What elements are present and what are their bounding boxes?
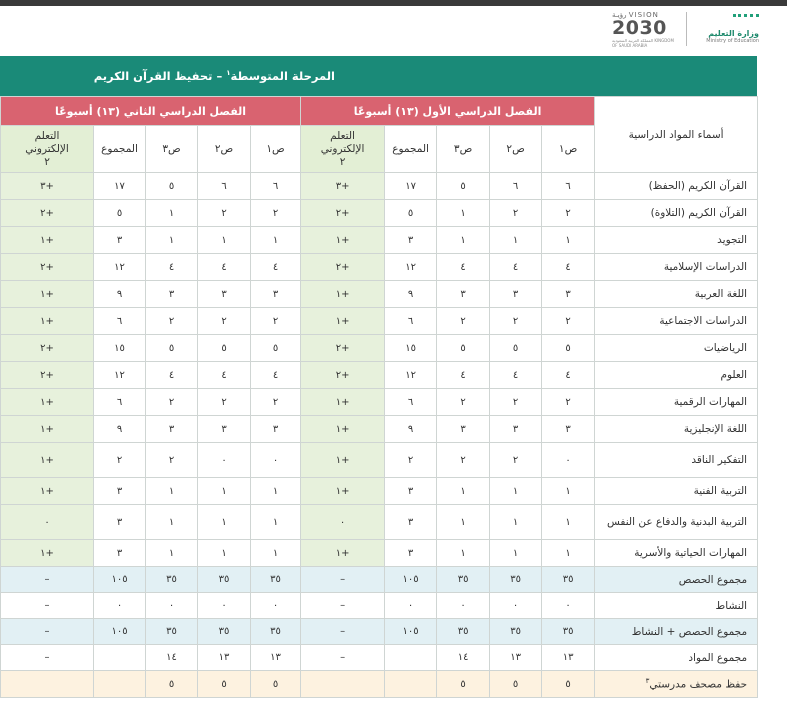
s1-total-cell: ١٢: [385, 254, 437, 281]
s2-grade3-cell: ٣: [146, 281, 198, 308]
vision-top-text: رؤيـة VISION: [612, 10, 659, 19]
s1-grade1-cell: ١: [542, 540, 595, 567]
s1-grade2-cell: ٤: [490, 362, 542, 389]
subject-name: [595, 645, 758, 671]
ministry-subtitle: Ministry of Education: [706, 38, 759, 44]
elearning-label-line1: التعلم: [330, 129, 355, 142]
s1-elearning-cell: ٠: [301, 505, 385, 540]
table-row: [1, 389, 758, 416]
s1-grade1-cell: ٥: [542, 671, 595, 698]
title-stage: المرحلة المتوسطة: [230, 69, 335, 83]
subject-name-text: التربية الفنية: [693, 485, 748, 497]
s1-grade1-cell: ٣٥: [542, 567, 595, 593]
subject-name-text: الدراسات الاجتماعية: [659, 315, 748, 327]
s1-elearning-cell: [301, 671, 385, 698]
table-row: [1, 335, 758, 362]
s2-grade2-cell: ٤: [198, 362, 251, 389]
s2-grade3-cell: ١: [146, 478, 198, 505]
s2-grade3-cell: ١: [146, 227, 198, 254]
s1-grade1-cell: ٢: [542, 389, 595, 416]
table-row: [1, 281, 758, 308]
subject-name: [595, 227, 758, 254]
s1-grade3-cell: ٣٥: [437, 619, 490, 645]
s1-total-cell: ١٧: [385, 173, 437, 200]
s2-total-cell: ١٠٥: [94, 619, 146, 645]
s1-total-cell: [385, 645, 437, 671]
vision-year: 2030: [612, 16, 667, 39]
s2-total-cell: ٣: [94, 540, 146, 567]
s2-grade1-cell: ٢: [251, 200, 301, 227]
elearning-label-line1: التعلم: [34, 129, 60, 142]
s1-grade1-cell: ١: [542, 505, 595, 540]
s1-grade3-header: ص٣: [437, 126, 490, 173]
s1-total-cell: ٥: [385, 200, 437, 227]
s2-total-cell: ٢: [94, 443, 146, 478]
subject-name: [595, 443, 758, 478]
subject-name: [595, 335, 758, 362]
table-row: [1, 671, 758, 698]
s1-grade1-cell: ٣: [542, 281, 595, 308]
subject-name: [595, 540, 758, 567]
subject-name: [595, 362, 758, 389]
s1-grade2-cell: ١: [490, 540, 542, 567]
s1-grade1-cell: ١: [542, 227, 595, 254]
s1-grade3-cell: ٢: [437, 389, 490, 416]
s2-grade1-cell: ٥: [251, 335, 301, 362]
ministry-mark-icon: [733, 14, 759, 29]
s2-grade2-header: ص٢: [198, 126, 251, 173]
subject-name: [595, 173, 758, 200]
table-row: [1, 254, 758, 281]
semester2-header: الفصل الدراسي الثاني (١٣) أسبوعًا: [1, 97, 301, 126]
s2-grade2-cell: ٣: [198, 281, 251, 308]
s1-grade3-cell: ٢: [437, 443, 490, 478]
s1-elearning-cell: +١: [301, 281, 385, 308]
s2-grade1-cell: ١: [251, 478, 301, 505]
s1-elearning-cell: +٢: [301, 335, 385, 362]
s1-grade2-cell: ٢: [490, 200, 542, 227]
s1-total-cell: ٦: [385, 389, 437, 416]
s1-grade1-cell: ٣: [542, 416, 595, 443]
s1-elearning-cell: –: [301, 567, 385, 593]
s2-grade3-cell: ١: [146, 505, 198, 540]
s1-elearning-cell: +١: [301, 308, 385, 335]
s2-elearning-cell: [1, 671, 94, 698]
table-row: [1, 416, 758, 443]
s1-grade3-cell: ١: [437, 478, 490, 505]
vision-2030-logo: [612, 10, 676, 48]
s2-total-header: المجموع: [94, 126, 146, 173]
s2-grade1-cell: ١٣: [251, 645, 301, 671]
s1-grade1-cell: ٣٥: [542, 619, 595, 645]
s1-grade3-cell: ١: [437, 227, 490, 254]
s2-total-cell: ٥: [94, 200, 146, 227]
table-row: [1, 619, 758, 645]
s1-grade1-cell: ٢: [542, 200, 595, 227]
subject-name: [595, 671, 758, 698]
s1-total-cell: ٦: [385, 308, 437, 335]
subject-name: [595, 505, 758, 540]
s2-elearning-cell: ٠: [1, 505, 94, 540]
s2-grade3-cell: ٥: [146, 173, 198, 200]
subject-name: [595, 200, 758, 227]
s1-elearning-header: [301, 126, 385, 173]
s1-grade1-cell: ١٣: [542, 645, 595, 671]
s2-grade2-cell: ٥: [198, 671, 251, 698]
s2-total-cell: ٦: [94, 308, 146, 335]
s2-grade2-cell: ٠: [198, 443, 251, 478]
s1-grade1-cell: ٠: [542, 593, 595, 619]
s2-grade2-cell: ١: [198, 505, 251, 540]
title-banner: [0, 56, 757, 96]
s1-total-header: المجموع: [385, 126, 437, 173]
s1-total-cell: ٩: [385, 416, 437, 443]
s2-grade1-header: ص١: [251, 126, 301, 173]
s2-grade1-cell: ١: [251, 505, 301, 540]
s2-total-cell: ١٢: [94, 362, 146, 389]
s2-total-cell: ٦: [94, 389, 146, 416]
s1-total-cell: ١٥: [385, 335, 437, 362]
s2-grade1-cell: ٤: [251, 254, 301, 281]
elearning-footnote: ٢: [44, 155, 50, 168]
s2-elearning-cell: +٢: [1, 254, 94, 281]
s1-grade2-cell: ٣٥: [490, 567, 542, 593]
subject-name-text: المهارات الرقمية: [673, 396, 748, 408]
s2-grade1-cell: ٥: [251, 671, 301, 698]
table-row: [1, 308, 758, 335]
s2-elearning-cell: –: [1, 645, 94, 671]
s2-elearning-cell: +١: [1, 389, 94, 416]
table-row: [1, 173, 758, 200]
subject-name-text: التجويد: [717, 234, 748, 246]
s1-grade3-cell: ١: [437, 505, 490, 540]
table-row: [1, 227, 758, 254]
s1-grade3-cell: ٥: [437, 335, 490, 362]
elearning-footnote: ٢: [339, 155, 346, 168]
s1-elearning-cell: +٢: [301, 362, 385, 389]
s1-total-cell: ١٠٥: [385, 619, 437, 645]
s1-grade2-cell: ١: [490, 505, 542, 540]
s1-elearning-cell: +١: [301, 389, 385, 416]
subject-name-text: التفكير الناقد: [691, 454, 748, 466]
subject-name-text: الدراسات الإسلامية: [663, 261, 748, 273]
title-program: – تحفيظ القرآن الكريم: [93, 69, 227, 83]
s2-grade1-cell: ٣: [251, 281, 301, 308]
s1-grade3-cell: ٣: [437, 281, 490, 308]
s2-elearning-cell: +١: [1, 308, 94, 335]
subject-name-text: حفظ مصحف مدرستي: [649, 678, 748, 691]
s2-elearning-cell: +٢: [1, 362, 94, 389]
s1-grade2-cell: ٣٥: [490, 619, 542, 645]
ministry-title: وزارة التعليم: [708, 29, 759, 38]
subject-name-text: مجموع الحصص: [678, 573, 748, 586]
s1-grade1-cell: ١: [542, 478, 595, 505]
s1-grade3-cell: ٥: [437, 671, 490, 698]
table-row: [1, 505, 758, 540]
s2-total-cell: ٩: [94, 281, 146, 308]
s2-elearning-cell: +٢: [1, 200, 94, 227]
s2-total-cell: [94, 645, 146, 671]
s2-elearning-cell: +٢: [1, 335, 94, 362]
s2-grade1-cell: ٣٥: [251, 619, 301, 645]
s2-grade3-cell: ٤: [146, 362, 198, 389]
subject-footnote: ٣: [645, 677, 650, 686]
s1-grade3-cell: ٣٥: [437, 567, 490, 593]
s2-elearning-cell: +١: [1, 281, 94, 308]
s2-grade1-cell: ٢: [251, 308, 301, 335]
s2-elearning-cell: +١: [1, 443, 94, 478]
s2-elearning-cell: –: [1, 567, 94, 593]
table-row: [1, 540, 758, 567]
s1-grade3-cell: ١: [437, 200, 490, 227]
s1-total-cell: ٣: [385, 505, 437, 540]
s1-grade1-cell: ٤: [542, 254, 595, 281]
s1-grade3-cell: ٣: [437, 416, 490, 443]
s1-grade2-cell: ٥: [490, 335, 542, 362]
s1-grade3-cell: ٤: [437, 362, 490, 389]
subject-name: [595, 567, 758, 593]
s2-elearning-cell: +٣: [1, 173, 94, 200]
s2-elearning-header: [1, 126, 94, 173]
s2-grade2-cell: ٣٥: [198, 567, 251, 593]
s2-elearning-cell: +١: [1, 540, 94, 567]
s1-grade2-cell: ٢: [490, 389, 542, 416]
s2-grade2-cell: ٥: [198, 335, 251, 362]
s1-grade2-cell: ٢: [490, 443, 542, 478]
table-body: [1, 173, 758, 698]
s1-grade1-cell: ٢: [542, 308, 595, 335]
table-row: [1, 645, 758, 671]
s1-grade2-cell: ١: [490, 227, 542, 254]
table-row: [1, 443, 758, 478]
s1-total-cell: ٣: [385, 478, 437, 505]
subject-name-text: القرآن الكريم (التلاوة): [650, 207, 748, 219]
s2-grade2-cell: ١: [198, 478, 251, 505]
s2-elearning-cell: –: [1, 619, 94, 645]
s1-grade2-cell: ١٣: [490, 645, 542, 671]
s2-grade2-cell: ٢: [198, 389, 251, 416]
s1-elearning-cell: +١: [301, 540, 385, 567]
subject-name-text: النشاط: [715, 599, 748, 612]
s1-grade3-cell: ١: [437, 540, 490, 567]
s1-grade1-cell: ٠: [542, 443, 595, 478]
s2-grade2-cell: ١: [198, 540, 251, 567]
s1-elearning-cell: +١: [301, 416, 385, 443]
elearning-label-line2: الإلكتروني: [320, 142, 365, 155]
s1-grade1-cell: ٦: [542, 173, 595, 200]
s2-elearning-cell: –: [1, 593, 94, 619]
s2-grade2-cell: ٢: [198, 200, 251, 227]
s1-total-cell: ١٠٥: [385, 567, 437, 593]
s2-grade2-cell: ٦: [198, 173, 251, 200]
s2-grade2-cell: ٤: [198, 254, 251, 281]
s1-grade2-cell: ٣: [490, 281, 542, 308]
s1-elearning-cell: +٣: [301, 173, 385, 200]
s1-grade2-cell: ٠: [490, 593, 542, 619]
s1-grade3-cell: ٤: [437, 254, 490, 281]
s2-total-cell: ١٧: [94, 173, 146, 200]
s1-grade2-cell: ١: [490, 478, 542, 505]
s2-elearning-cell: +١: [1, 478, 94, 505]
subject-name: [595, 619, 758, 645]
s2-grade2-cell: ٣: [198, 416, 251, 443]
s1-elearning-cell: +١: [301, 443, 385, 478]
s2-grade1-cell: ٢: [251, 389, 301, 416]
s2-grade3-cell: ١: [146, 200, 198, 227]
subject-name-text: المهارات الحياتية والأسرية: [634, 547, 748, 559]
s1-grade2-cell: ٦: [490, 173, 542, 200]
s2-grade2-cell: ١٣: [198, 645, 251, 671]
s1-elearning-cell: –: [301, 645, 385, 671]
s2-grade1-cell: ١: [251, 227, 301, 254]
s2-total-cell: ٣: [94, 478, 146, 505]
s2-grade1-cell: ٠: [251, 593, 301, 619]
s1-total-cell: ٢: [385, 443, 437, 478]
page-title: [94, 69, 335, 83]
logo-divider: [686, 12, 687, 46]
header-logos: [612, 8, 759, 50]
s1-grade2-cell: ٥: [490, 671, 542, 698]
subject-name-text: القرآن الكريم (الحفظ): [648, 180, 748, 192]
table-row: [1, 593, 758, 619]
s2-grade2-cell: ٣٥: [198, 619, 251, 645]
s2-grade3-cell: ٢: [146, 443, 198, 478]
s1-grade2-cell: ٢: [490, 308, 542, 335]
s2-grade3-cell: ٢: [146, 389, 198, 416]
s2-total-cell: ٣: [94, 505, 146, 540]
s1-elearning-cell: +١: [301, 227, 385, 254]
s1-elearning-cell: –: [301, 593, 385, 619]
s1-elearning-cell: +١: [301, 478, 385, 505]
s1-grade1-cell: ٥: [542, 335, 595, 362]
s2-grade1-cell: ٣: [251, 416, 301, 443]
subject-name: [595, 254, 758, 281]
top-bar: [0, 0, 787, 6]
s2-grade3-cell: ٥: [146, 335, 198, 362]
s2-grade3-header: ص٣: [146, 126, 198, 173]
ministry-logo: [697, 10, 759, 48]
s2-grade1-cell: ٦: [251, 173, 301, 200]
s2-total-cell: ٠: [94, 593, 146, 619]
s2-grade2-cell: ٠: [198, 593, 251, 619]
subject-name: [595, 389, 758, 416]
vision-sub-text: المملكة العربية السعودية KINGDOM OF SAUDI ARABIA: [612, 37, 674, 48]
s2-elearning-cell: +١: [1, 416, 94, 443]
s1-grade3-cell: ٢: [437, 308, 490, 335]
subject-name: [595, 593, 758, 619]
s2-grade3-cell: ١: [146, 540, 198, 567]
s2-grade3-cell: ٢: [146, 308, 198, 335]
s2-total-cell: [94, 671, 146, 698]
subject-name: [595, 416, 758, 443]
table-row: [1, 478, 758, 505]
s1-grade3-cell: ٠: [437, 593, 490, 619]
study-plan-table: [0, 96, 758, 698]
s1-elearning-cell: +٢: [301, 254, 385, 281]
s2-total-cell: ١٢: [94, 254, 146, 281]
s1-grade2-header: ص٢: [490, 126, 542, 173]
subject-name: [595, 308, 758, 335]
s1-grade3-cell: ١٤: [437, 645, 490, 671]
s2-grade3-cell: ٣: [146, 416, 198, 443]
s2-grade3-cell: ٠: [146, 593, 198, 619]
s2-total-cell: ٣: [94, 227, 146, 254]
title-footnote: ١: [226, 69, 231, 78]
s2-elearning-cell: +١: [1, 227, 94, 254]
s1-grade2-cell: ٤: [490, 254, 542, 281]
table-row: [1, 200, 758, 227]
elearning-label-line2: الإلكتروني: [25, 142, 69, 155]
s1-grade2-cell: ٣: [490, 416, 542, 443]
semester1-header: الفصل الدراسي الأول (١٣) أسبوعًا: [301, 97, 595, 126]
s1-total-cell: [385, 671, 437, 698]
s1-grade1-cell: ٤: [542, 362, 595, 389]
subject-name-text: مجموع الحصص + النشاط: [631, 625, 748, 638]
s2-grade3-cell: ١٤: [146, 645, 198, 671]
table-row: [1, 362, 758, 389]
s1-total-cell: ٣: [385, 540, 437, 567]
subject-name: [595, 281, 758, 308]
s1-total-cell: ٠: [385, 593, 437, 619]
s1-total-cell: ٩: [385, 281, 437, 308]
s1-grade3-cell: ٥: [437, 173, 490, 200]
s1-elearning-cell: –: [301, 619, 385, 645]
s1-total-cell: ١٢: [385, 362, 437, 389]
s1-grade1-header: ص١: [542, 126, 595, 173]
s2-grade3-cell: ٥: [146, 671, 198, 698]
subject-name-text: التربية البدنية والدفاع عن النفس: [607, 516, 748, 528]
subject-name-text: العلوم: [720, 369, 748, 381]
s2-grade2-cell: ١: [198, 227, 251, 254]
subject-name-text: الرياضيات: [703, 342, 748, 354]
subject-name: [595, 478, 758, 505]
s2-total-cell: ١٠٥: [94, 567, 146, 593]
s2-grade3-cell: ٣٥: [146, 619, 198, 645]
s2-grade2-cell: ٢: [198, 308, 251, 335]
s2-total-cell: ١٥: [94, 335, 146, 362]
subject-name-text: اللغة العربية: [694, 288, 748, 300]
s2-grade3-cell: ٤: [146, 254, 198, 281]
subject-names-header: أسماء المواد الدراسية: [595, 97, 758, 173]
subject-name-text: اللغة الإنجليزية: [683, 423, 748, 435]
table-row: [1, 567, 758, 593]
s2-grade1-cell: ١: [251, 540, 301, 567]
s2-grade1-cell: ٣٥: [251, 567, 301, 593]
subject-name-text: مجموع المواد: [688, 651, 748, 664]
s1-total-cell: ٣: [385, 227, 437, 254]
s2-grade1-cell: ٠: [251, 443, 301, 478]
s2-grade1-cell: ٤: [251, 362, 301, 389]
s1-elearning-cell: +٢: [301, 200, 385, 227]
s2-total-cell: ٩: [94, 416, 146, 443]
s2-grade3-cell: ٣٥: [146, 567, 198, 593]
